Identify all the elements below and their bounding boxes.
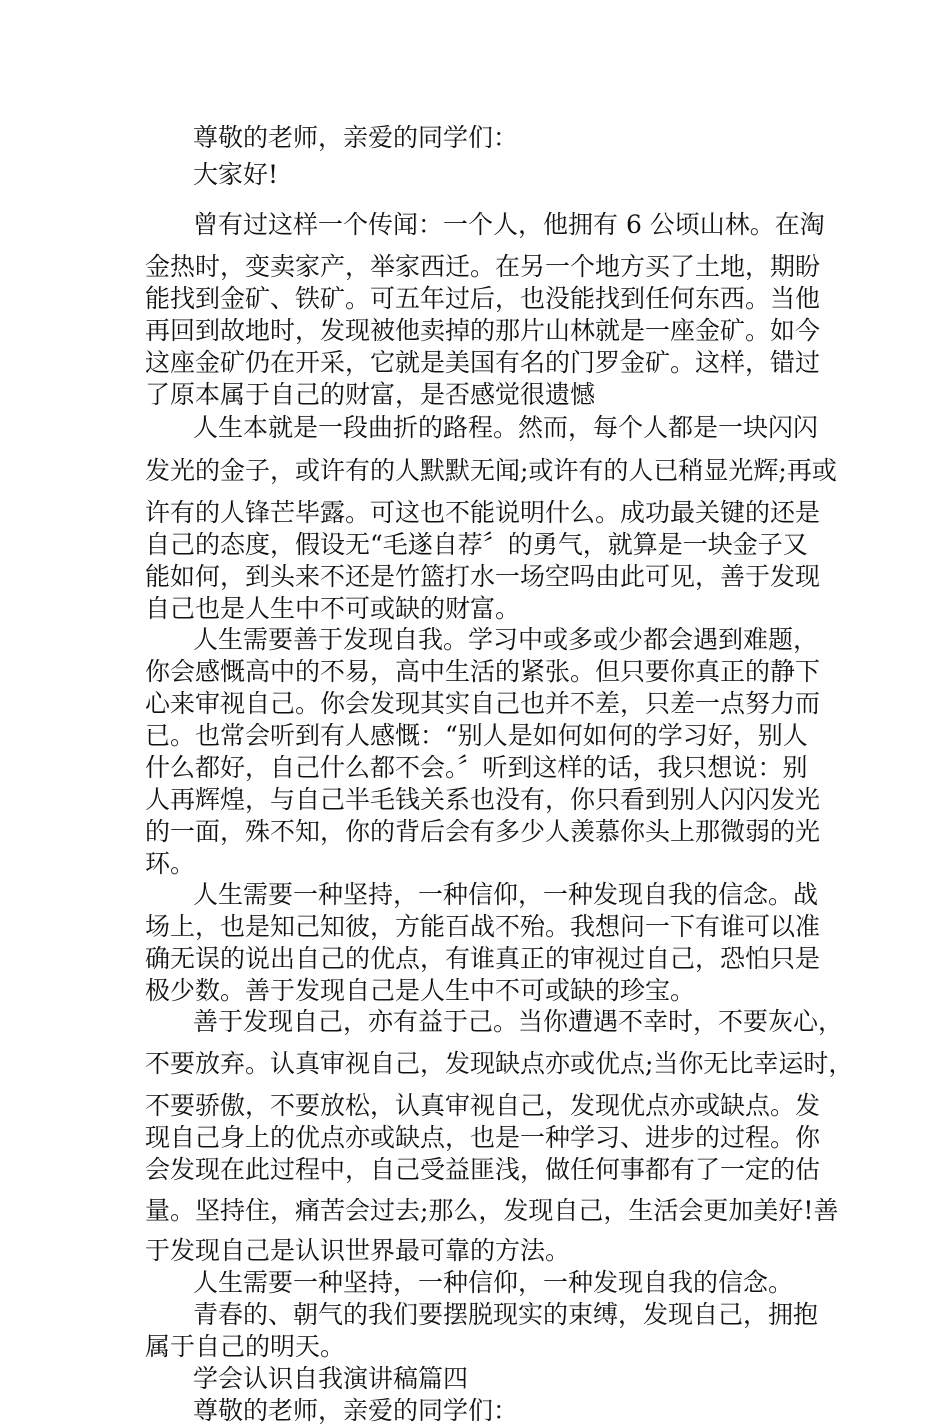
section-heading: 学会认识自我演讲稿篇四 bbox=[193, 1364, 469, 1393]
paragraph-line: 许有的人锋芒毕露。可这也不能说明什么。成功最关键的还是 bbox=[145, 498, 821, 527]
paragraph-line: 会发现在此过程中，自己受益匪浅，做任何事都有了一定的估 bbox=[145, 1155, 821, 1184]
paragraph-line: 现自己身上的优点亦或缺点，也是一种学习、进步的过程。你 bbox=[145, 1123, 821, 1152]
paragraph-line: 的一面，殊不知，你的背后会有多少人羡慕你头上那微弱的光 bbox=[145, 817, 821, 846]
paragraph-line: 能找到金矿、铁矿。可五年过后，也没能找到任何东西。当他 bbox=[145, 284, 821, 313]
paragraph-line: 这座金矿仍在开采，它就是美国有名的门罗金矿。这样，错过 bbox=[145, 348, 821, 377]
salutation: 尊敬的老师，亲爱的同学们： bbox=[193, 123, 519, 152]
paragraph-line: 属于自己的明天。 bbox=[145, 1332, 346, 1361]
paragraph-line: 人生需要一种坚持，一种信仰，一种发现自我的信念。战 bbox=[193, 880, 819, 909]
paragraph-line: 了原本属于自己的财富，是否感觉很遗憾 bbox=[145, 380, 596, 409]
paragraph-line: 已。也常会听到有人感慨：“别人是如何如何的学习好，别人 bbox=[145, 721, 808, 750]
paragraph-line: 人再辉煌，与自己半毛钱关系也没有，你只看到别人闪闪发光 bbox=[145, 785, 821, 814]
salutation: 尊敬的老师，亲爱的同学们： bbox=[193, 1396, 519, 1425]
paragraph-line: 你会感慨高中的不易，高中生活的紧张。但只要你真正的静下 bbox=[145, 657, 821, 686]
paragraph-line: 人生本就是一段曲折的路程。然而，每个人都是一块闪闪 bbox=[193, 413, 819, 442]
paragraph-line: 自己也是人生中不可或缺的财富。 bbox=[145, 594, 521, 623]
greeting: 大家好! bbox=[193, 160, 279, 189]
paragraph-line: 自己的态度，假设无“毛遂自荐〞的勇气，就算是一块金子又 bbox=[145, 530, 808, 559]
paragraph-line: 能如何，到头来不还是竹篮打水一场空吗由此可见，善于发现 bbox=[145, 562, 821, 591]
paragraph-line: 曾有过这样一个传闻：一个人，他拥有 6 公顷山林。在淘 bbox=[193, 210, 825, 239]
paragraph-line: 金热时，变卖家产，举家西迁。在另一个地方买了土地，期盼 bbox=[145, 252, 821, 281]
paragraph-line: 人生需要一种坚持，一种信仰，一种发现自我的信念。 bbox=[193, 1268, 794, 1297]
paragraph-line: 人生需要善于发现自我。学习中或多或少都会遇到难题， bbox=[193, 625, 819, 654]
paragraph-line: 场上，也是知己知彼，方能百战不殆。我想问一下有谁可以准 bbox=[145, 912, 821, 941]
paragraph-line: 环。 bbox=[145, 849, 196, 878]
paragraph-line: 什么都好，自己什么都不会。〞听到这样的话，我只想说：别 bbox=[145, 753, 808, 782]
paragraph-line: 不要放弃。认真审视自己，发现缺点亦或优点;当你无比幸运时， bbox=[145, 1049, 854, 1078]
paragraph-line: 不要骄傲，不要放松，认真审视自己，发现优点亦或缺点。发 bbox=[145, 1091, 821, 1120]
paragraph-line: 青春的、朝气的我们要摆脱现实的束缚，发现自己，拥抱 bbox=[193, 1300, 819, 1329]
paragraph-line: 确无误的说出自己的优点，有谁真正的审视过自己，恐怕只是 bbox=[145, 944, 821, 973]
paragraph-line: 于发现自己是认识世界最可靠的方法。 bbox=[145, 1236, 571, 1265]
paragraph-line: 再回到故地时，发现被他卖掉的那片山林就是一座金矿。如今 bbox=[145, 316, 821, 345]
paragraph-line: 善于发现自己，亦有益于己。当你遭遇不幸时，不要灰心， bbox=[193, 1007, 844, 1036]
paragraph-line: 极少数。善于发现自己是人生中不可或缺的珍宝。 bbox=[145, 976, 696, 1005]
paragraph-line: 发光的金子，或许有的人默默无闻;或许有的人已稍显光辉;再或 bbox=[145, 456, 837, 485]
paragraph-line: 量。坚持住，痛苦会过去;那么，发现自己，生活会更加美好!善 bbox=[145, 1196, 839, 1225]
paragraph-line: 心来审视自己。你会发现其实自己也并不差，只差一点努力而 bbox=[145, 689, 821, 718]
